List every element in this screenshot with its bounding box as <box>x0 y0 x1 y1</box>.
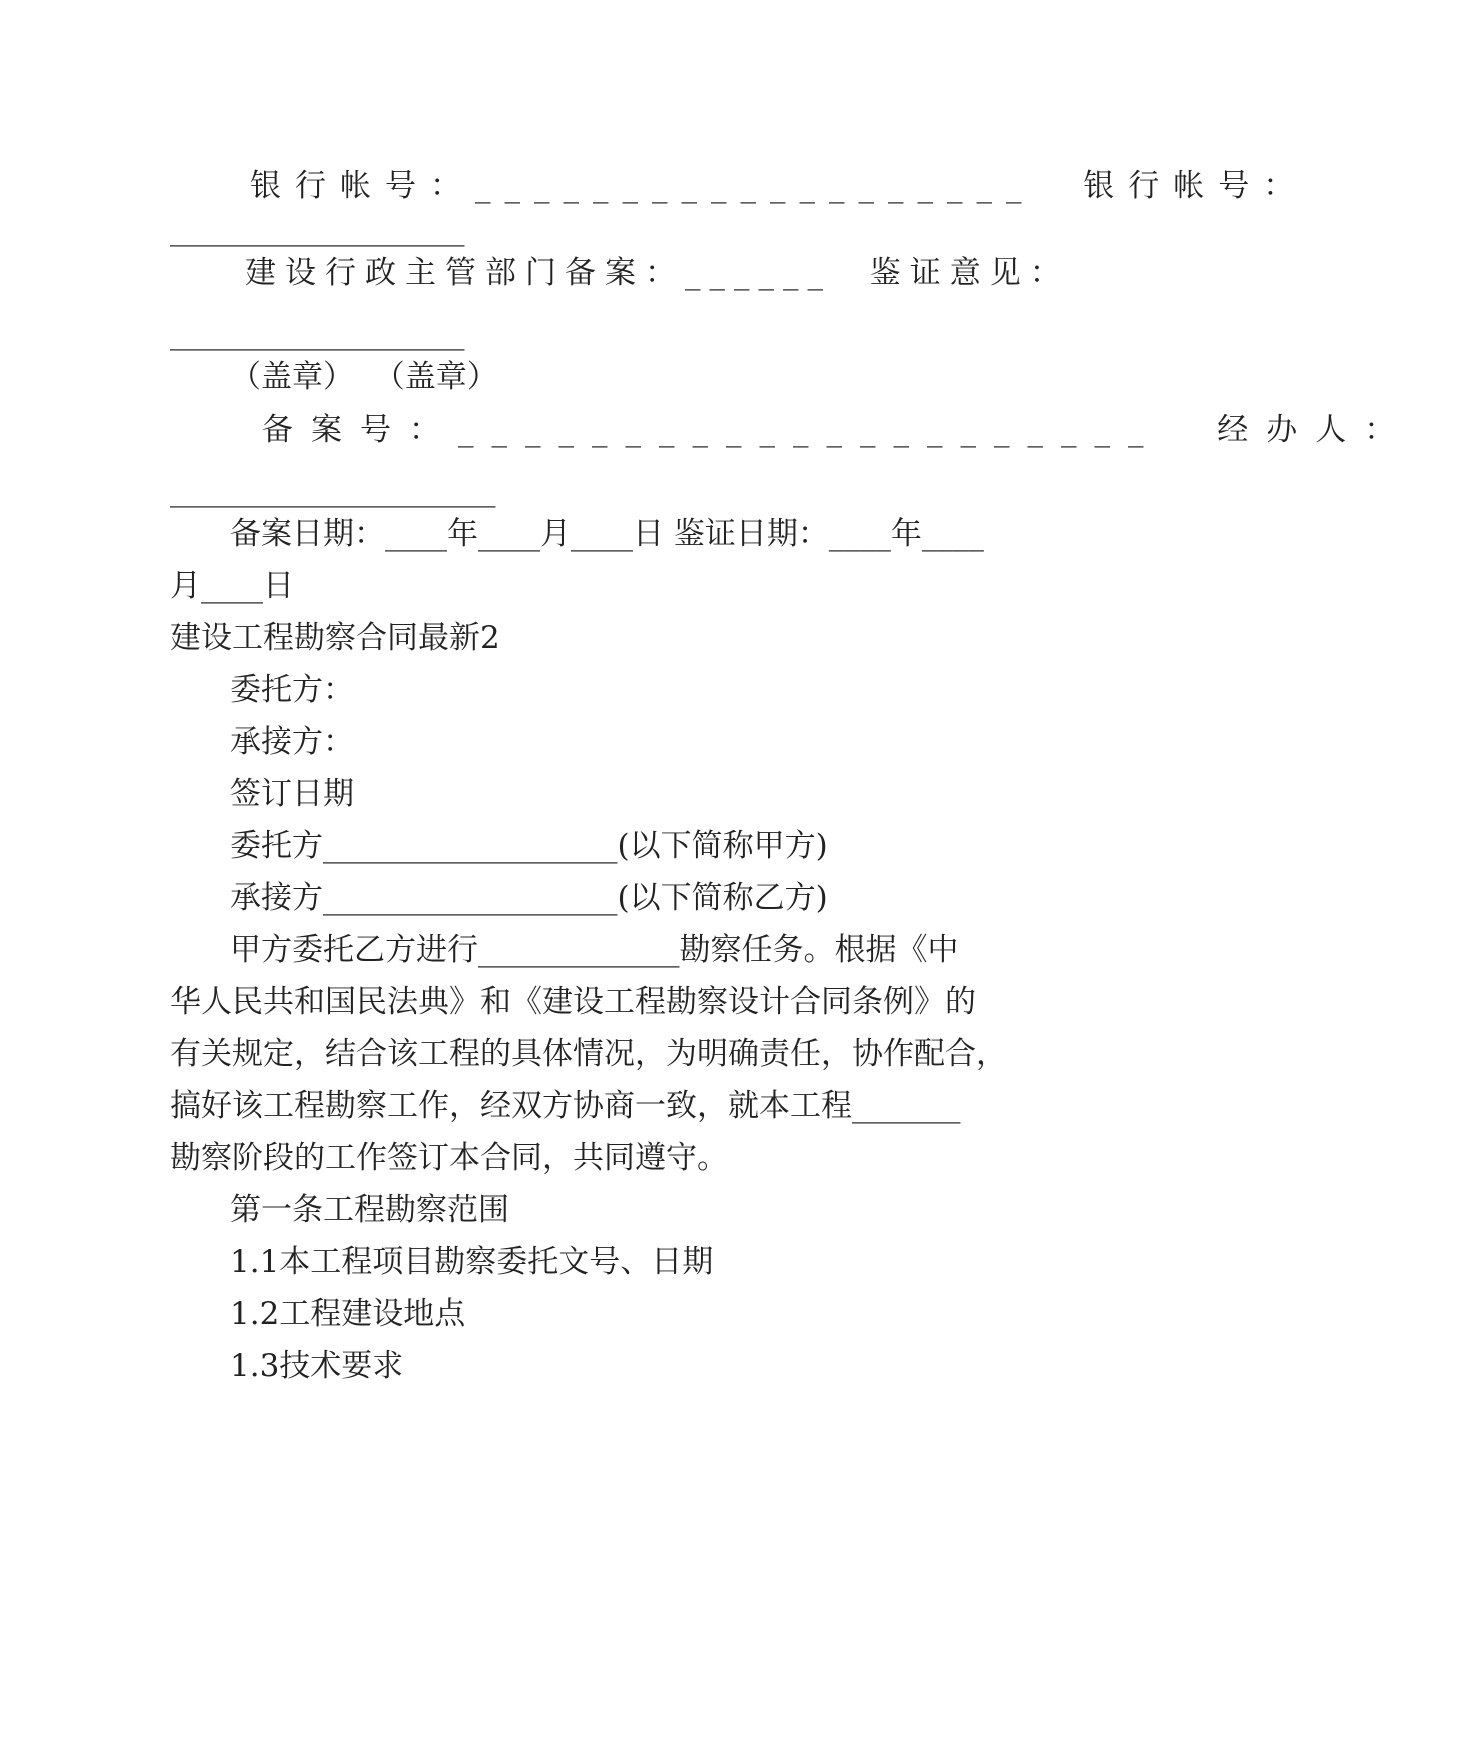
contractor-label: 承接方： <box>230 724 354 760</box>
paragraph-line-2: 华人民共和国民法典》和《建设工程勘察设计合同条例》的 <box>170 984 976 1020</box>
clause-1-3: 1.3技术要求 <box>230 1348 404 1384</box>
contractor-party-b: 承接方___________________(以下简称乙方) <box>230 880 828 916</box>
client-label: 委托方： <box>230 672 354 708</box>
filing-line: 建设行政主管部门备案：______ 鉴证意见： <box>245 255 1070 291</box>
section-title: 建设工程勘察合同最新2 <box>170 620 500 656</box>
seal-line: （盖章） （盖章） <box>230 359 498 395</box>
handler-blank: _____________________ <box>170 472 496 508</box>
paragraph-line-3: 有关规定，结合该工程的具体情况，为明确责任，协作配合， <box>170 1036 1007 1072</box>
paragraph-line-4: 搞好该工程勘察工作，经双方协商一致，就本工程_______ <box>170 1088 961 1124</box>
record-number-line: 备案号：_____________________ 经办人： <box>262 412 1414 448</box>
clause-1-2: 1.2工程建设地点 <box>230 1296 466 1332</box>
signing-date-label: 签订日期 <box>230 776 354 812</box>
bank-account-blank: ___________________ <box>170 211 465 247</box>
record-date-line-cont: 月____日 <box>170 568 294 604</box>
client-party-a: 委托方___________________(以下简称甲方) <box>230 828 828 864</box>
clause-1-1: 1.1本工程项目勘察委托文号、日期 <box>230 1244 714 1280</box>
article-1-heading: 第一条工程勘察范围 <box>230 1192 509 1228</box>
paragraph-line-1: 甲方委托乙方进行_____________勘察任务。根据《中 <box>230 932 959 968</box>
opinion-blank: ___________________ <box>170 315 465 351</box>
bank-account-line: 银行帐号：___________________ 银行帐号： <box>250 168 1309 204</box>
record-date-line: 备案日期：____年____月____日 鉴证日期：____年____ <box>230 516 984 552</box>
paragraph-line-5: 勘察阶段的工作签订本合同，共同遵守。 <box>170 1140 728 1176</box>
